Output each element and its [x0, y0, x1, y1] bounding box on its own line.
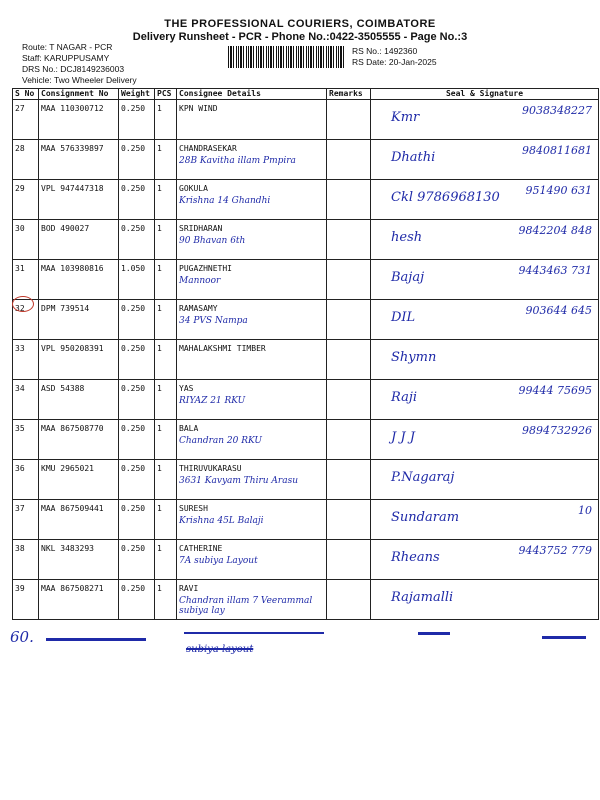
- cell-remarks: [327, 260, 371, 300]
- table-row: [13, 420, 599, 460]
- cell-consignee: CATHERINE 7A subiya Layout: [177, 540, 327, 580]
- cell-signature: [371, 100, 599, 140]
- table-row: [13, 500, 599, 540]
- cell-consignment: MAA 867509441: [39, 500, 119, 540]
- cell-sno: 30: [13, 220, 39, 260]
- document-subtitle: Delivery Runsheet - PCR - Phone No.:0422-3505555 - Page No.:3: [132, 31, 468, 43]
- consignee-handwritten-note: 34 PVS Nampa: [179, 316, 248, 326]
- cell-consignee: CHANDRASEKAR 28B Kavitha illam Pmpira: [177, 140, 327, 180]
- cell-pcs: 1: [155, 500, 177, 540]
- signature-scrawl: Bajaj: [391, 270, 425, 285]
- cell-signature: [371, 420, 599, 460]
- signature-scrawl: Rajamalli: [391, 590, 454, 605]
- consignee-handwritten-note: Krishna 45L Balaji: [179, 516, 264, 526]
- cell-remarks: [327, 300, 371, 340]
- cell-signature: [371, 220, 599, 260]
- cell-remarks: [327, 340, 371, 380]
- cell-consignee: THIRUVUKARASU 3631 Kavyam Thiru Arasu: [177, 460, 327, 500]
- row-circle-mark: [12, 296, 34, 312]
- cell-consignee: SURESH Krishna 45L Balaji: [177, 500, 327, 540]
- rs-number: RS No.: 1492360: [352, 46, 418, 56]
- cell-remarks: [327, 100, 371, 140]
- cell-remarks: [327, 380, 371, 420]
- cell-consignee: RAMASAMY 34 PVS Nampa: [177, 300, 327, 340]
- cell-sno: 34: [13, 380, 39, 420]
- cell-signature: [371, 300, 599, 340]
- table-header-row: [13, 89, 599, 100]
- cell-consignee: MAHALAKSHMI TIMBER: [177, 340, 327, 380]
- cell-consignment: NKL 3483293: [39, 540, 119, 580]
- table-row: [13, 580, 599, 620]
- signature-scrawl: Ckl 9786968130: [391, 190, 500, 205]
- signature-scrawl: P.Nagaraj: [391, 470, 455, 485]
- cell-remarks: [327, 220, 371, 260]
- cell-consignment: MAA 110300712: [39, 100, 119, 140]
- cell-sno: 39: [13, 580, 39, 620]
- cell-pcs: 1: [155, 140, 177, 180]
- cell-sno: 38: [13, 540, 39, 580]
- phone-scrawl: 9038348227: [522, 104, 592, 117]
- footer-struck-consignment: [46, 628, 146, 641]
- cell-weight: 0.250: [119, 340, 155, 380]
- table-row: [13, 340, 599, 380]
- phone-scrawl: 903644 645: [525, 304, 592, 317]
- table-row: [13, 380, 599, 420]
- signature-scrawl: hesh: [391, 230, 423, 245]
- cell-pcs: 1: [155, 380, 177, 420]
- cell-pcs: 1: [155, 180, 177, 220]
- footer-struck-signature: [418, 632, 450, 635]
- cell-sno: 36: [13, 460, 39, 500]
- cell-pcs: 1: [155, 260, 177, 300]
- cell-weight: 0.250: [119, 580, 155, 620]
- footer-struck-phone: [542, 636, 586, 639]
- table-row: [13, 140, 599, 180]
- cell-weight: 0.250: [119, 500, 155, 540]
- consignee-handwritten-note: Krishna 14 Ghandhi: [179, 196, 271, 206]
- cell-pcs: 1: [155, 300, 177, 340]
- cell-weight: 0.250: [119, 540, 155, 580]
- cell-pcs: 1: [155, 460, 177, 500]
- cell-sno: 28: [13, 140, 39, 180]
- signature-scrawl: Shymn: [391, 350, 437, 365]
- consignee-handwritten-note: 3631 Kavyam Thiru Arasu: [179, 476, 299, 486]
- cell-consignee: YAS RIYAZ 21 RKU: [177, 380, 327, 420]
- consignee-handwritten-note: Chandran 20 RKU: [179, 436, 263, 446]
- cell-consignee: RAVI Chandran illam 7 Veerammal subiya lay: [177, 580, 327, 620]
- cell-remarks: [327, 500, 371, 540]
- signature-scrawl: Rheans: [391, 550, 440, 565]
- phone-scrawl: 951490 631: [525, 184, 592, 197]
- document-title: THE PROFESSIONAL COURIERS, COIMBATORE: [164, 18, 436, 30]
- cell-consignment: VPL 950208391: [39, 340, 119, 380]
- cell-signature: [371, 460, 599, 500]
- cell-remarks: [327, 460, 371, 500]
- col-consignee: Consignee Details: [177, 89, 327, 100]
- table-row: [13, 180, 599, 220]
- cell-consignment: MAA 867508271: [39, 580, 119, 620]
- consignee-handwritten-note: 90 Bhavan 6th: [179, 236, 246, 246]
- consignee-handwritten-note: 7A subiya Layout: [179, 556, 258, 566]
- cell-signature: [371, 260, 599, 300]
- col-remarks: Remarks: [327, 89, 371, 100]
- cell-consignee: BALA Chandran 20 RKU: [177, 420, 327, 460]
- consignee-handwritten-note: Mannoor: [179, 276, 221, 286]
- rs-date: RS Date: 20-Jan-2025: [352, 57, 437, 67]
- cell-weight: 1.050: [119, 260, 155, 300]
- cell-weight: 0.250: [119, 180, 155, 220]
- cell-signature: [371, 540, 599, 580]
- signature-scrawl: Kmr: [391, 110, 420, 125]
- cell-signature: [371, 580, 599, 620]
- col-sno: S No: [13, 89, 39, 100]
- phone-scrawl: 10: [578, 504, 592, 517]
- cell-pcs: 1: [155, 580, 177, 620]
- cell-signature: [371, 180, 599, 220]
- cell-sno: 31: [13, 260, 39, 300]
- cell-consignment: VPL 947447318: [39, 180, 119, 220]
- table-row: [13, 540, 599, 580]
- cell-weight: 0.250: [119, 380, 155, 420]
- route-label: Route: T NAGAR - PCR: [22, 42, 113, 52]
- cell-remarks: [327, 420, 371, 460]
- footer-struck-details: subiya layout: [186, 644, 254, 655]
- phone-scrawl: 9443463 731: [518, 264, 592, 277]
- table-row: [13, 100, 599, 140]
- runsheet-table: [12, 88, 599, 620]
- cell-signature: [371, 140, 599, 180]
- cell-consignee: PUGAZHNETHI Mannoor: [177, 260, 327, 300]
- footer-strike-line: [184, 632, 324, 634]
- cell-pcs: 1: [155, 540, 177, 580]
- signature-scrawl: Sundaram: [391, 510, 460, 525]
- table-row: [13, 300, 599, 340]
- table-row: [13, 260, 599, 300]
- runsheet-meta-right: [352, 46, 437, 68]
- cell-consignment: MAA 103980816: [39, 260, 119, 300]
- cell-pcs: 1: [155, 340, 177, 380]
- col-consignment: Consignment No: [39, 89, 119, 100]
- cell-sno: 35: [13, 420, 39, 460]
- cell-remarks: [327, 540, 371, 580]
- cell-weight: 0.250: [119, 100, 155, 140]
- signature-scrawl: Raji: [391, 390, 418, 405]
- cell-consignment: DPM 739514: [39, 300, 119, 340]
- cell-weight: 0.250: [119, 420, 155, 460]
- cell-sno: 32: [13, 300, 39, 340]
- cell-sno: 33: [13, 340, 39, 380]
- cell-consignment: MAA 576339897: [39, 140, 119, 180]
- cell-consignment: MAA 867508770: [39, 420, 119, 460]
- cell-consignment: BOD 490027: [39, 220, 119, 260]
- cell-weight: 0.250: [119, 220, 155, 260]
- cell-weight: 0.250: [119, 140, 155, 180]
- cell-consignment: ASD 54388: [39, 380, 119, 420]
- phone-scrawl: 99444 75695: [518, 384, 592, 397]
- consignee-handwritten-note: RIYAZ 21 RKU: [179, 396, 246, 406]
- staff-label: Staff: KARUPPUSAMY: [22, 53, 110, 63]
- consignee-handwritten-note: 28B Kavitha illam Pmpira: [179, 156, 296, 166]
- col-pcs: PCS: [155, 89, 177, 100]
- phone-scrawl: 9443752 779: [518, 544, 592, 557]
- cell-weight: 0.250: [119, 300, 155, 340]
- phone-scrawl: 9842204 848: [518, 224, 592, 237]
- cell-signature: [371, 500, 599, 540]
- col-weight: Weight: [119, 89, 155, 100]
- cell-weight: 0.250: [119, 460, 155, 500]
- signature-scrawl: J J J: [391, 430, 415, 445]
- signature-scrawl: DIL: [391, 310, 416, 325]
- cell-consignment: KMU 2965021: [39, 460, 119, 500]
- drs-label: DRS No.: DCJ8149236003: [22, 64, 125, 74]
- cell-consignee: KPN WIND: [177, 100, 327, 140]
- vehicle-label: Vehicle: Two Wheeler Delivery: [22, 75, 137, 85]
- phone-scrawl: 9840811681: [522, 144, 592, 157]
- cell-sno: 37: [13, 500, 39, 540]
- signature-scrawl: Dhathi: [391, 150, 436, 165]
- cell-remarks: [327, 180, 371, 220]
- cell-pcs: 1: [155, 420, 177, 460]
- cell-sno: 29: [13, 180, 39, 220]
- phone-scrawl: 9894732926: [522, 424, 592, 437]
- cell-signature: [371, 380, 599, 420]
- consignee-handwritten-note: Chandran illam 7 Veerammal subiya lay: [179, 596, 313, 616]
- col-signature: Seal & Signature: [371, 89, 599, 100]
- table-row: [13, 220, 599, 260]
- cell-pcs: 1: [155, 220, 177, 260]
- cell-signature: [371, 340, 599, 380]
- cell-consignee: GOKULA Krishna 14 Ghandhi: [177, 180, 327, 220]
- footer-row-number: 60.: [10, 628, 34, 646]
- barcode: [228, 46, 344, 68]
- table-row: [13, 460, 599, 500]
- runsheet-meta-left: [22, 42, 137, 86]
- cell-consignee: SRIDHARAN 90 Bhavan 6th: [177, 220, 327, 260]
- cell-pcs: 1: [155, 100, 177, 140]
- cell-sno: 27: [13, 100, 39, 140]
- cell-remarks: [327, 580, 371, 620]
- cell-remarks: [327, 140, 371, 180]
